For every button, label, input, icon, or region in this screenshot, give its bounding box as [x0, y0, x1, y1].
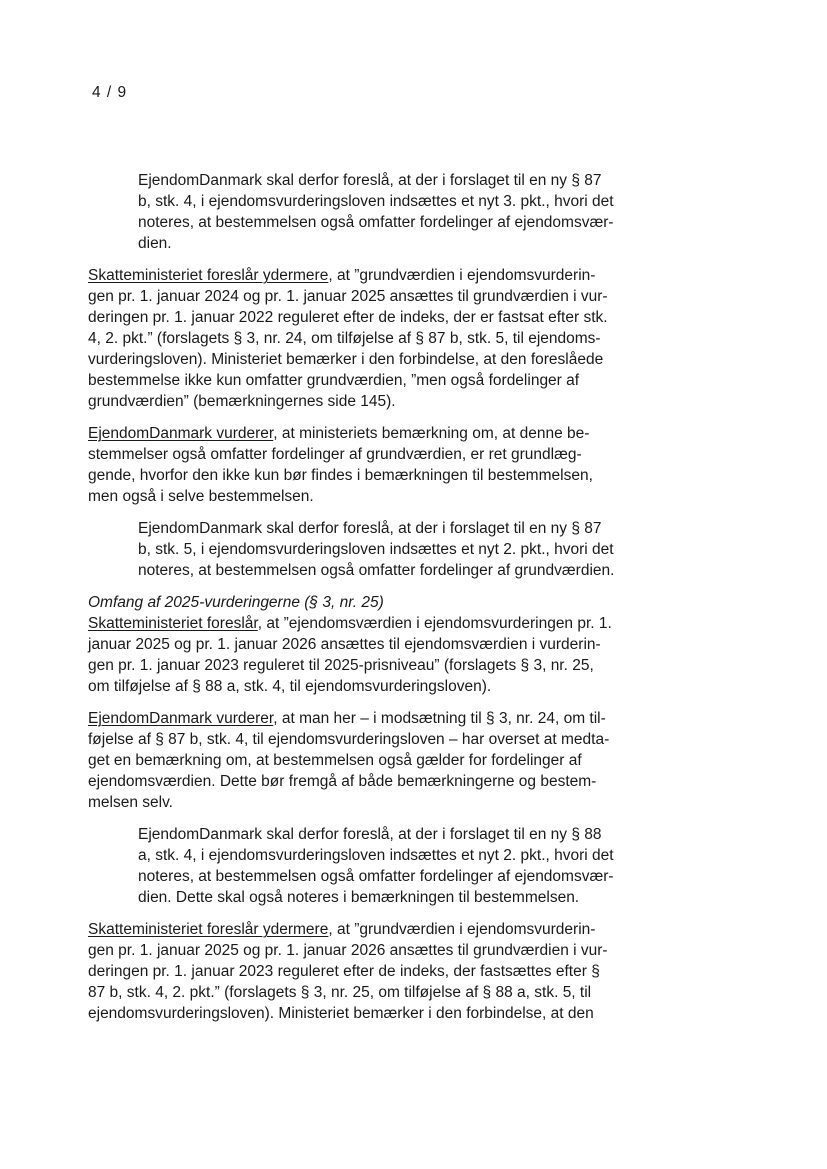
text-line: EjendomDanmark skal derfor foreslå, at der i forslaget til en ny § 87: [138, 172, 602, 189]
text-line: b, stk. 5, i ejendomsvurderingsloven indsættes et nyt 2. pkt., hvori det: [138, 541, 614, 558]
text-line: 87 b, stk. 4, 2. pkt.” (forslagets § 3, nr. 25, om tilføjelse af § 88 a, stk. 5, til: [88, 984, 592, 1001]
proposal-paragraph: [88, 518, 674, 581]
text-line: gende, hvorfor den ikke kun bør findes i bemærkningen til bestemmelsen,: [88, 467, 593, 484]
document-body: [88, 170, 674, 1024]
text-line: get en bemærkning om, at bestemmelsen også gælder for fordelinger af: [88, 752, 582, 769]
text-line: , at man her – i modsætning til § 3, nr. 24, om til-: [273, 710, 606, 727]
text-line: men også i selve bestemmelsen.: [88, 488, 314, 505]
underlined-lead: EjendomDanmark vurderer: [88, 710, 274, 727]
text-line: stemmelser også omfatter fordelinger af grundværdien, er ret grundlæg-: [88, 446, 582, 463]
text-line: a, stk. 4, i ejendomsvurderingsloven indsættes et nyt 2. pkt., hvori det: [138, 847, 614, 864]
body-paragraph: [88, 592, 674, 697]
text-line: gen pr. 1. januar 2025 og pr. 1. januar 2026 ansættes til grundværdien i vur-: [88, 942, 608, 959]
text-line: noteres, at bestemmelsen også omfatter fordelinger af ejendomsvær-: [138, 868, 614, 885]
underlined-lead: Skatteministeriet foreslår ydermere: [88, 921, 329, 938]
text-line: dien. Dette skal også noteres i bemærkningen til bestemmelsen.: [138, 889, 580, 906]
text-line: bestemmelse ikke kun omfatter grundværdien, ”men også fordelinger af: [88, 372, 580, 389]
underlined-lead: Skatteministeriet foreslår ydermere: [88, 267, 329, 284]
text-line: grundværdien” (bemærkningernes side 145).: [88, 393, 396, 410]
proposal-paragraph: [88, 170, 674, 254]
text-line: , at ”ejendomsværdien i ejendomsvurderingen pr. 1.: [257, 615, 612, 632]
body-paragraph: [88, 265, 674, 412]
proposal-paragraph: [88, 824, 674, 908]
text-line: januar 2025 og pr. 1. januar 2026 ansættes til ejendomsværdien i vurderin-: [88, 636, 601, 653]
text-line: gen pr. 1. januar 2024 og pr. 1. januar 2025 ansættes til grundværdien i vur-: [88, 288, 608, 305]
body-paragraph: [88, 919, 674, 1024]
text-line: dien.: [138, 235, 172, 252]
text-line: om tilføjelse af § 88 a, stk. 4, til ejendomsvurderingsloven).: [88, 678, 492, 695]
underlined-lead: Skatteministeriet foreslår: [88, 615, 258, 632]
page-number: 4 / 9: [92, 84, 128, 101]
text-line: gen pr. 1. januar 2023 reguleret til 2025-prisniveau” (forslagets § 3, nr. 25,: [88, 657, 594, 674]
body-paragraph: [88, 423, 674, 507]
text-line: ejendomsværdien. Dette bør fremgå af både bemærkningerne og bestem-: [88, 773, 597, 790]
text-line: vurderingsloven). Ministeriet bemærker i den forbindelse, at den foreslåede: [88, 351, 604, 368]
text-line: EjendomDanmark skal derfor foreslå, at der i forslaget til en ny § 87: [138, 520, 602, 537]
text-line: ejendomsvurderingsloven). Ministeriet bemærker i den forbindelse, at den: [88, 1005, 594, 1022]
text-line: , at ”grundværdien i ejendomsvurderin-: [328, 267, 596, 284]
text-line: , at ministeriets bemærkning om, at denne be-: [273, 425, 590, 442]
text-line: noteres, at bestemmelsen også omfatter fordelinger af ejendomsvær-: [138, 214, 614, 231]
text-line: b, stk. 4, i ejendomsvurderingsloven indsættes et nyt 3. pkt., hvori det: [138, 193, 614, 210]
text-line: , at ”grundværdien i ejendomsvurderin-: [328, 921, 596, 938]
section-heading: Omfang af 2025-vurderingerne (§ 3, nr. 25): [88, 594, 384, 611]
text-line: noteres, at bestemmelsen også omfatter fordelinger af grundværdien.: [138, 562, 615, 579]
text-line: føjelse af § 87 b, stk. 4, til ejendomsvurderingsloven – har overset at medta-: [88, 731, 610, 748]
text-line: melsen selv.: [88, 794, 173, 811]
text-line: EjendomDanmark skal derfor foreslå, at der i forslaget til en ny § 88: [138, 826, 602, 843]
text-line: deringen pr. 1. januar 2023 reguleret efter de indeks, der fastsættes efter §: [88, 963, 600, 980]
underlined-lead: EjendomDanmark vurderer: [88, 425, 274, 442]
text-line: 4, 2. pkt.” (forslagets § 3, nr. 24, om tilføjelse af § 87 b, stk. 5, til ejendoms-: [88, 330, 601, 347]
body-paragraph: [88, 708, 674, 813]
text-line: deringen pr. 1. januar 2022 reguleret efter de indeks, der er fastsat efter stk.: [88, 309, 608, 326]
